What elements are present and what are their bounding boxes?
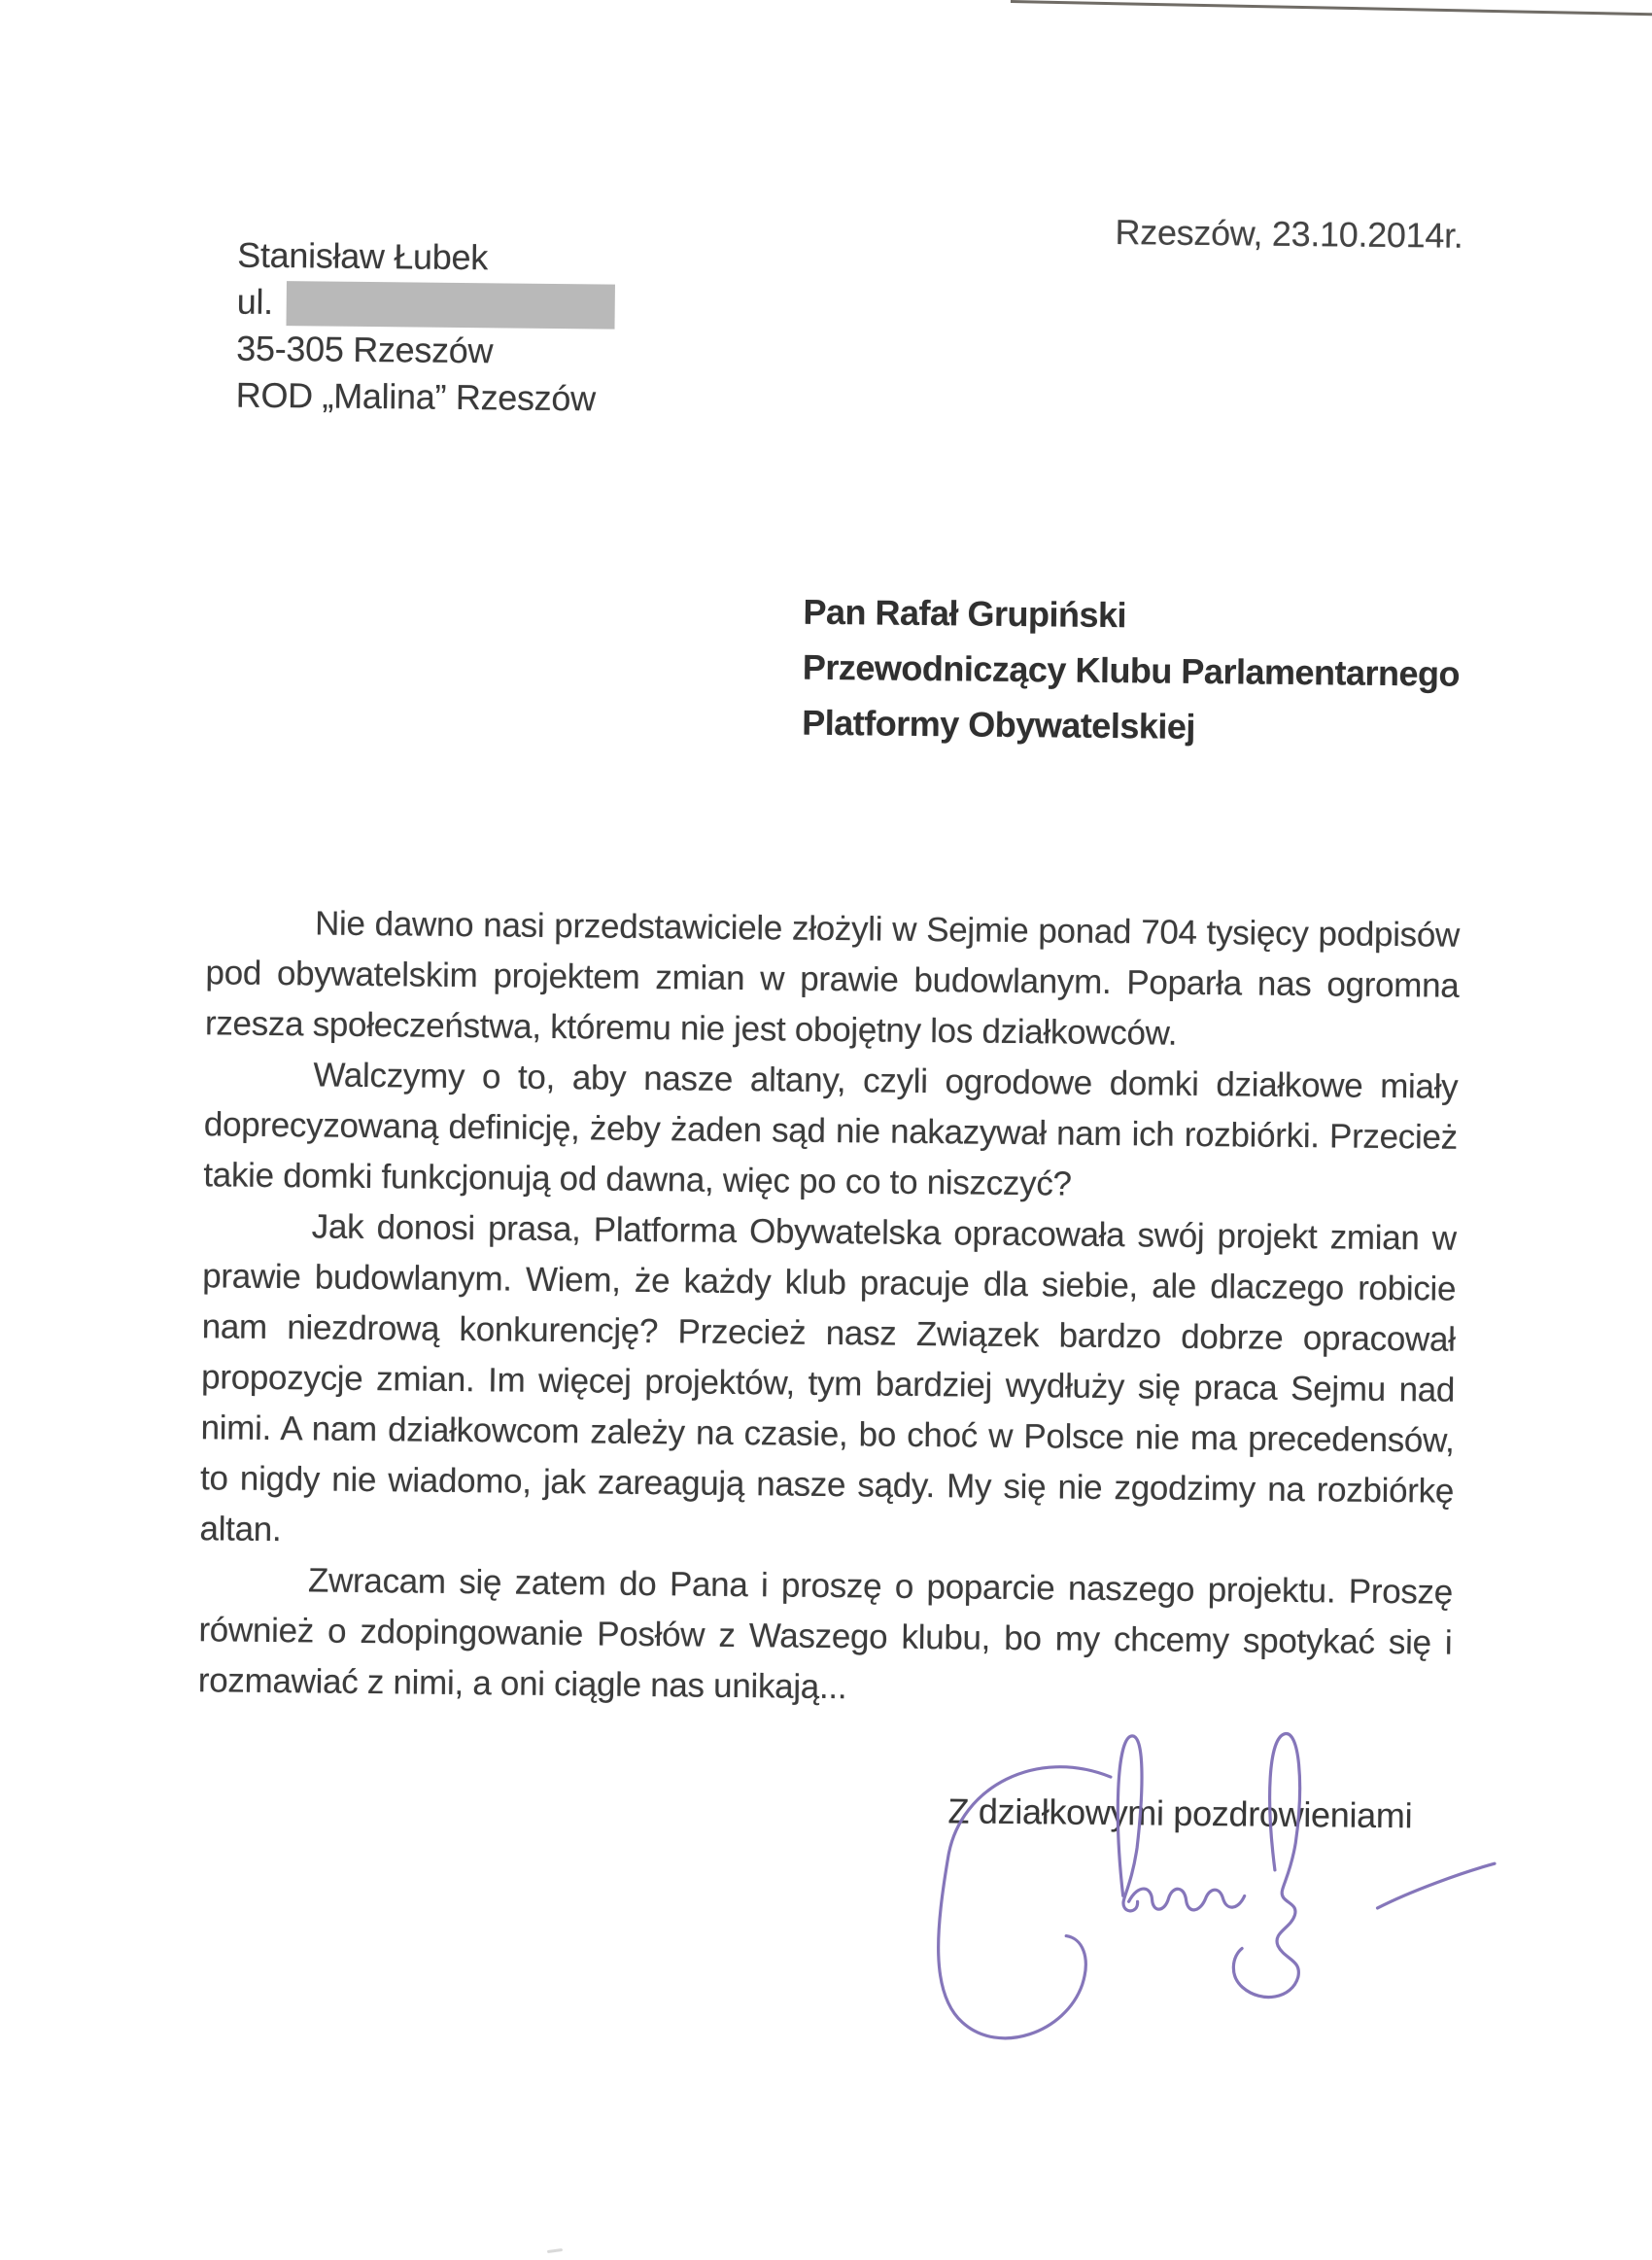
paragraph-2: Walczymy o to, aby nasze altany, czyli ogrodowe domki działkowe miały doprecyzowaną definicję, żeby żaden sąd nie nakazywał nam ich rozbiórki. Przecież takie domki funkcjonują od dawna, więc po co to niszczyć? [203,1056,1459,1203]
redaction-box [287,281,615,330]
recipient-title-line2: Platformy Obywatelskiej [802,702,1196,747]
letter-body [198,897,1461,1719]
recipient-title-line1: Przewodniczący Klubu Parlamentarnego [802,646,1461,694]
sender-block [236,232,616,423]
sender-name: Stanisław Łubek [237,234,489,278]
paragraph-4: Zwracam się zatem do Pana i proszę o poparcie naszego projektu. Proszę również o zdopingowanie Posłów z Waszego klubu, bo my chcemy spotykać się i rozmawiać z nimi, a oni ciągle nas unikają... [197,1561,1454,1707]
handwritten-signature-icon [873,1719,1557,2075]
sender-street-line [237,279,616,330]
sender-postal-city: 35-305 Rzeszów [236,328,494,371]
date-line: Rzeszów, 23.10.2014r. [1115,212,1463,256]
sender-street-prefix: ul. [236,281,274,322]
recipient-block [802,584,1461,757]
recipient-name: Pan Rafał Grupiński [803,591,1127,636]
closing-line: Z działkowymi pozdrowieniami [947,1791,1413,1836]
paragraph-3: Jak donosi prasa, Platforma Obywatelska opracowała swój projekt zmian w prawie budowlanym. Wiem, że każdy klub pracuje dla siebie, ale dlaczego robicie nam niezdrową konkurencję? Przecież nasz Związek bardzo dobrze opracował propozycje zmian. Im więcej projektów, tym bardziej wydłuży się praca Sejmu nad nimi. A nam działkowcom zależy na czasie, bo choć w Polsce nie ma precedensów, to nigdy nie wiadomo, jak zareagują nasze sądy. My się nie zgodzimy na rozbiórkę altan. [199,1207,1457,1549]
sender-organization: ROD „Malina” Rzeszów [235,374,597,419]
paragraph-1: Nie dawno nasi przedstawiciele złożyli w Sejmie ponad 704 tysięcy podpisów pod obywatelskim projektem zmian w prawie budowlanym. Poparła nas ogromna rzesza społeczeństwa, któremu nie jest obojętny los działkowców. [204,904,1461,1053]
